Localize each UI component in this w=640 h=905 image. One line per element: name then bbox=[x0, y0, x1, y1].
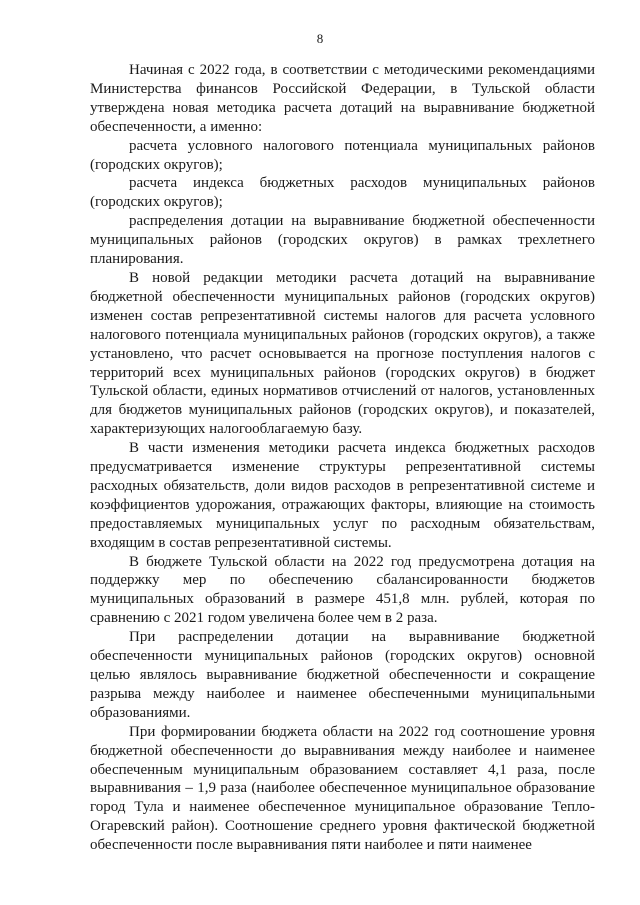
page-number: 8 bbox=[316, 31, 324, 46]
list-item-expense-index: расчета индекса бюджетных расходов муниципальных районов (городских округов); bbox=[90, 175, 595, 211]
list-item-subsidy-distribution: распределения дотации на выравнивание бюджетной обеспеченности муниципальных районов (городских округов) в рамках трехлетнего планирования. bbox=[90, 213, 595, 268]
paragraph-new-methodology: В новой редакции методики расчета дотаций на выравнивание бюджетной обеспеченности муниципальных районов (городских округов) изменен состав репрезентативной системы налогов для расчета условного налогового потенциала муниципальных районов (городских округов), а также установлено, что расчет основывается на прогнозе поступления налогов с территорий всех муниципальных районов (городских округов) в бюджет Тульской области, единых нормативов отчислений от налогов, установленных для бюджетов муниципальных районов (городских округов), и показателей, характеризующих налогооблагаемую базу. bbox=[90, 269, 595, 438]
list-item-tax-potential: расчета условного налогового потенциала муниципальных районов (городских округов); bbox=[90, 137, 595, 173]
paragraph-balance-subsidy: В бюджете Тульской области на 2022 год предусмотрена дотация на поддержку мер по обеспечению сбалансированности бюджетов муниципальных образований в размере 451,8 млн. рублей, которая по сравнению с 2021 годом увеличена более чем в 2 раза. bbox=[90, 553, 595, 627]
paragraph-budget-ratio: При формировании бюджета области на 2022 год соотношение уровня бюджетной обеспеченности до выравнивания между наиболее и наименее обеспеченным муниципальным образованием составляет 4,1 раза, после выравнивания – 1,9 раза (наиболее обеспеченное муниципальное образование город Тула и наименее обеспеченное муниципальное образование Тепло-Огаревский район). Соотношение среднего уровня фактической бюджетной обеспеченности после выравнивания пяти наиболее и пяти наименее bbox=[90, 723, 595, 854]
paragraph-distribution-goal: При распределении дотации на выравнивание бюджетной обеспеченности муниципальных районов (городских округов) основной целью являлось выравнивание бюджетной обеспеченности и сокращение разрыва между наиболее и наименее обеспеченными муниципальными образованиями. bbox=[90, 629, 595, 721]
paragraph-expense-index-changes: В части изменения методики расчета индекса бюджетных расходов предусматривается изменение структуры репрезентативной системы расходных обязательств, доли видов расходов в репрезентативной системе и коэффициентов удорожания, отражающих факторы, влияющие на стоимость предоставляемых муниципальных услуг по расходным обязательствам, входящим в состав репрезентативной системы. bbox=[90, 440, 595, 551]
paragraph-intro: Начиная с 2022 года, в соответствии с методическими рекомендациями Министерства финансов Российской Федерации, в Тульской области утверждена новая методика расчета дотаций на выравнивание бюджетной обеспеченности, а именно: bbox=[90, 62, 595, 135]
document-body bbox=[90, 61, 595, 855]
